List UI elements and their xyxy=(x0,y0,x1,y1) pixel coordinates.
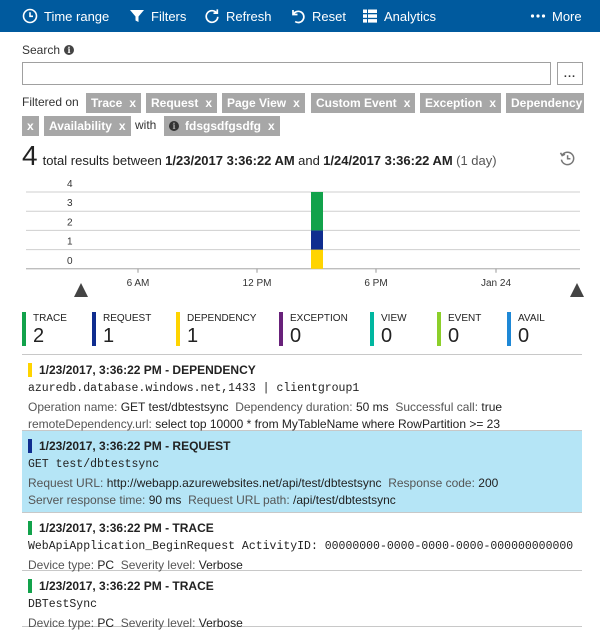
property-label: Device type: xyxy=(28,616,98,630)
filter-chip-label: Custom Event xyxy=(316,96,397,110)
results-chart[interactable] xyxy=(0,170,600,305)
event-message: azuredb.database.windows.net,1433 | clientgroup1 xyxy=(28,382,360,395)
x-tick-label: 6 PM xyxy=(364,277,388,289)
property-value: 90 ms xyxy=(148,493,189,507)
y-tick-label: 3 xyxy=(67,198,73,210)
filter-chip-label: fdsgsdfgsdfg xyxy=(185,119,261,133)
property-value: /api/test/dbtestsync xyxy=(293,493,396,507)
legend-label: VIEW xyxy=(381,313,407,324)
property-value: Verbose xyxy=(198,616,243,630)
event-message: GET test/dbtestsync xyxy=(28,458,160,471)
filter-chip-label: Page View xyxy=(227,96,287,110)
more-label: More xyxy=(552,8,582,24)
property-label: Server response time: xyxy=(28,493,149,507)
legend-item-event[interactable] xyxy=(437,312,507,346)
filter-chip-trace xyxy=(86,93,141,113)
filter-chip-custom-event xyxy=(311,93,415,113)
remove-filter-icon[interactable]: x xyxy=(27,119,34,133)
search-input[interactable] xyxy=(22,62,551,85)
property-label: Dependency duration: xyxy=(235,400,356,414)
filter-chip-label: Availability xyxy=(49,119,112,133)
filter-chip-label: Trace xyxy=(91,96,123,110)
legend-color-swatch xyxy=(92,312,96,346)
property-label: Request URL: xyxy=(28,476,107,490)
analytics-button[interactable] xyxy=(362,0,436,32)
legend-color-swatch xyxy=(507,312,511,346)
legend-item-request[interactable] xyxy=(92,312,162,346)
legend-item-exception[interactable] xyxy=(279,312,349,346)
bar-request[interactable] xyxy=(311,230,323,249)
property-value: Verbose xyxy=(198,558,243,572)
grid-icon xyxy=(362,8,378,24)
event-row[interactable] xyxy=(22,513,582,571)
refresh-icon xyxy=(204,8,220,24)
info-icon[interactable]: i xyxy=(64,45,74,55)
y-tick-label: 2 xyxy=(67,217,73,229)
legend-count: 0 xyxy=(518,325,530,347)
event-title-text: 1/23/2017, 3:36:22 PM - DEPENDENCY xyxy=(39,363,256,377)
filter-chip-label: Dependency xyxy=(511,96,583,110)
event-type-marker xyxy=(28,521,32,535)
legend-color-swatch xyxy=(176,312,180,346)
x-tick-label: Jan 24 xyxy=(480,277,512,289)
reset-label: Reset xyxy=(312,8,346,24)
property-value: GET test/dbtestsync xyxy=(120,400,236,414)
toolbar xyxy=(0,0,600,32)
event-title-text: 1/23/2017, 3:36:22 PM - TRACE xyxy=(39,579,214,593)
property-label: Successful call: xyxy=(395,400,482,414)
filters-label: Filters xyxy=(151,8,187,24)
event-properties xyxy=(28,558,243,572)
property-label: Severity level: xyxy=(120,616,199,630)
remove-filter-icon[interactable]: x xyxy=(489,96,497,110)
legend-color-swatch xyxy=(22,312,26,346)
filters-button[interactable] xyxy=(129,0,186,32)
remove-filter-icon[interactable]: x xyxy=(403,96,411,110)
legend-item-trace[interactable] xyxy=(22,312,92,346)
legend-count: 0 xyxy=(448,325,460,347)
property-value: 50 ms xyxy=(355,400,396,414)
property-label: remoteDependency.url: xyxy=(28,417,156,431)
bar-dependency[interactable] xyxy=(311,250,323,269)
results-summary xyxy=(22,140,497,172)
search-label-row xyxy=(22,43,74,57)
property-label: Severity level: xyxy=(120,558,199,572)
event-properties xyxy=(28,616,243,630)
event-properties xyxy=(28,417,500,431)
legend-count: 2 xyxy=(33,325,45,347)
time-range-button[interactable] xyxy=(22,0,109,32)
property-value: PC xyxy=(97,558,121,572)
event-type-marker xyxy=(28,579,32,593)
y-tick-label: 4 xyxy=(67,179,73,190)
history-icon[interactable] xyxy=(559,150,576,167)
legend-label: DEPENDENCY xyxy=(187,313,257,324)
legend-item-dependency[interactable] xyxy=(176,312,257,347)
funnel-icon xyxy=(129,8,145,24)
legend-label: EXCEPTION xyxy=(290,313,348,324)
x-tick-label: 12 PM xyxy=(242,277,272,289)
divider xyxy=(22,354,582,355)
ellipsis-icon xyxy=(530,13,546,19)
legend-item-avail[interactable] xyxy=(507,312,577,346)
event-row[interactable] xyxy=(22,355,582,431)
undo-icon xyxy=(290,8,306,24)
property-value: true xyxy=(481,400,503,414)
results-and-text: and xyxy=(298,153,320,168)
remove-filter-icon[interactable]: x xyxy=(205,96,213,110)
property-value: http://webapp.azurewebsites.net/api/test/dbtestsync xyxy=(106,476,389,490)
filter-chip-search-term xyxy=(164,116,280,136)
event-title-text: 1/23/2017, 3:36:22 PM - REQUEST xyxy=(39,439,231,453)
legend-label: TRACE xyxy=(33,313,67,324)
event-title xyxy=(28,521,214,535)
event-message: WebApiApplication_BeginRequest ActivityID: 00000000-0000-0000-0000-000000000000 xyxy=(28,540,574,553)
results-start: 1/23/2017 3:36:22 AM xyxy=(165,153,295,168)
legend-color-swatch xyxy=(279,312,283,346)
event-type-marker xyxy=(28,439,32,453)
range-start-handle[interactable] xyxy=(74,283,88,297)
legend-count: 1 xyxy=(103,325,115,347)
y-tick-label: 0 xyxy=(67,255,73,267)
legend-label: AVAIL xyxy=(518,313,545,324)
time-range-label: Time range xyxy=(44,8,110,24)
remove-filter-icon[interactable]: x xyxy=(268,119,275,133)
results-count: 4 xyxy=(22,140,38,171)
refresh-button[interactable] xyxy=(204,0,272,32)
filter-chip-request xyxy=(146,93,217,113)
legend-label: REQUEST xyxy=(103,313,152,324)
filter-chip-page-view xyxy=(222,93,305,113)
event-row[interactable] xyxy=(22,571,582,630)
legend-color-swatch xyxy=(437,312,441,346)
results-end: 1/24/2017 3:36:22 AM xyxy=(323,153,453,168)
event-type-marker xyxy=(28,363,32,377)
property-label: Operation name: xyxy=(28,400,121,414)
event-properties xyxy=(28,476,498,490)
remove-filter-icon[interactable]: x xyxy=(129,96,137,110)
more-button[interactable] xyxy=(530,0,582,32)
search-label: Search xyxy=(22,43,61,57)
legend-count: 0 xyxy=(381,325,393,347)
results-span: (1 day) xyxy=(456,153,497,168)
event-title xyxy=(28,579,214,593)
event-properties xyxy=(28,493,396,507)
property-value: select top 10000 * from MyTableName where RowPartition >= 23 xyxy=(155,417,501,431)
legend-count: 1 xyxy=(187,325,199,347)
property-value: PC xyxy=(97,616,121,630)
event-title-text: 1/23/2017, 3:36:22 PM - TRACE xyxy=(39,521,214,535)
event-row[interactable] xyxy=(22,431,582,513)
legend-label: EVENT xyxy=(448,313,482,324)
analytics-label: Analytics xyxy=(384,8,437,24)
search-options-button[interactable]: ... xyxy=(557,62,583,85)
reset-button[interactable] xyxy=(290,0,346,32)
property-label: Response code: xyxy=(388,476,479,490)
bar-trace[interactable] xyxy=(311,192,323,230)
remove-filter-icon[interactable]: x xyxy=(293,96,300,110)
event-message: DBTestSync xyxy=(28,598,98,611)
filter-chip-dependency xyxy=(506,93,584,113)
y-tick-label: 1 xyxy=(67,236,73,248)
filter-chip-label: Request xyxy=(151,96,199,110)
property-label: Device type: xyxy=(28,558,98,572)
event-properties xyxy=(28,400,502,414)
x-tick-label: 6 AM xyxy=(126,277,150,289)
clock-icon xyxy=(22,8,38,24)
filter-chip-label: Exception xyxy=(425,96,483,110)
info-icon: i xyxy=(169,121,179,131)
remove-filter-icon[interactable]: x xyxy=(118,119,126,133)
property-value: 200 xyxy=(478,476,499,490)
legend-color-swatch xyxy=(370,312,374,346)
range-end-handle[interactable] xyxy=(570,283,584,297)
results-between-text: total results between xyxy=(42,153,162,168)
refresh-label: Refresh xyxy=(226,8,272,24)
event-title xyxy=(28,363,256,377)
filter-chip-exception xyxy=(420,93,501,113)
with-label: with xyxy=(135,118,157,132)
legend-item-view[interactable] xyxy=(370,312,440,346)
filter-chip-availability xyxy=(44,116,131,136)
legend-count: 0 xyxy=(290,325,302,347)
property-label: Request URL path: xyxy=(188,493,294,507)
event-title xyxy=(28,439,230,453)
filter-chip-dependency-remove xyxy=(22,116,39,136)
filtered-on-label: Filtered on xyxy=(22,95,79,109)
